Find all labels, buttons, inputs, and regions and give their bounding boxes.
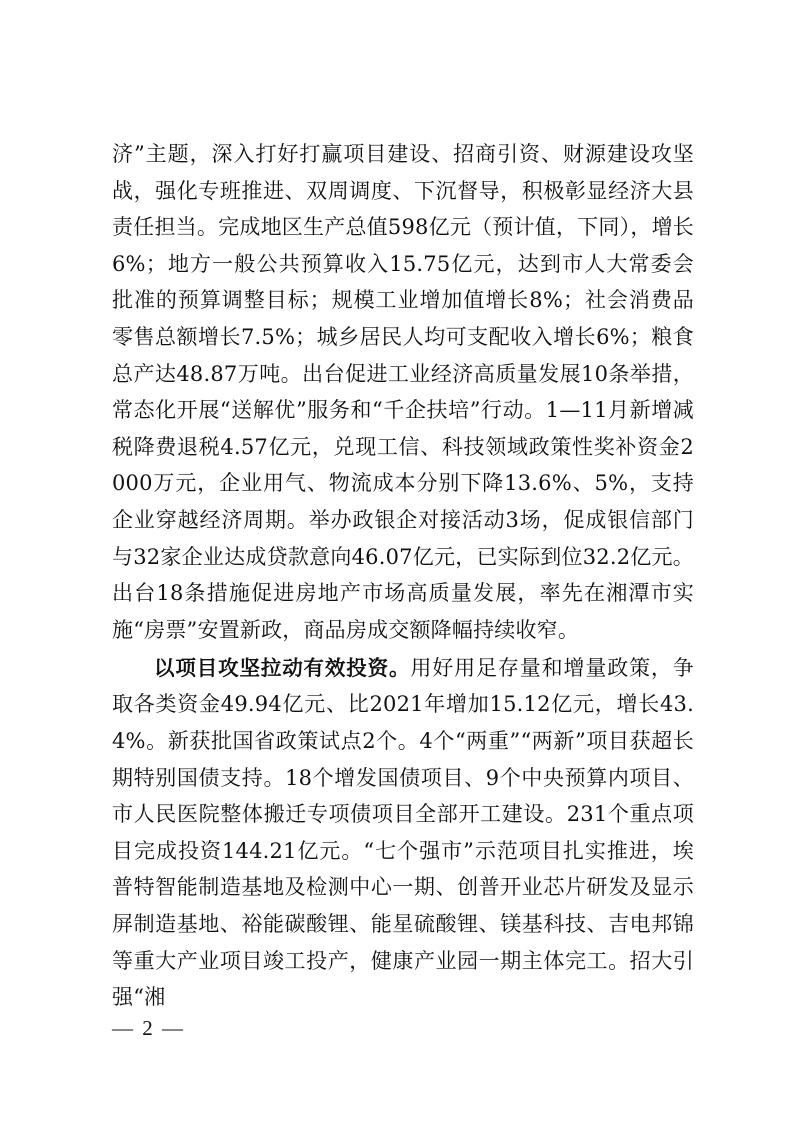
body-paragraph <box>112 650 694 1016</box>
paragraph-text: 用好用足存量和增量政策，争取各类资金49.94亿元、比2021年增加15.12亿元，增长43.4%。新获批国省政策试点2个。4个“两重”“两新”项目获超长期特别国债支持。18个增发国债项目、9个中央预算内项目、市人民医院整体搬迁专项债项目全部开工建设。231个重点项目完成投资144.21亿元。“七个强市”示范项目扎实推进，埃普特智能制造基地及检测中心一期、创普开业芯片研发及显示屏制造基地、裕能碳酸锂、能星硫酸锂、镁基科技、吉电邦锦等重大产业项目竣工投产，健康产业园一期主体完工。招大引强“湘 <box>112 655 694 1010</box>
document-body <box>112 136 694 1016</box>
paragraph-text: 济”主题，深入打好打赢项目建设、招商引资、财源建设攻坚战，强化专班推进、双周调度、下沉督导，积极彰显经济大县责任担当。完成地区生产总值598亿元（预计值，下同），增长6%；地方一般公共预算收入15.75亿元，达到市人大常委会批准的预算调整目标；规模工业增加值增长8%；社会消费品零售总额增长7.5%；城乡居民人均可支配收入增长6%；粮食总产达48.87万吨。出台促进工业经济高质量发展10条举措，常态化开展“送解优”服务和“千企扶培”行动。1—11月新增减税降费退税4.57亿元，兑现工信、科技领域政策性奖补资金2000万元，企业用气、物流成本分别下降13.6%、5%，支持企业穿越经济周期。举办政银企对接活动3场，促成银信部门与32家企业达成贷款意向46.07亿元，已实际到位32.2亿元。出台18条措施促进房地产市场高质量发展，率先在湘潭市实施“房票”安置新政，商品房成交额降幅持续收窄。 <box>112 142 694 642</box>
page-number: — 2 — <box>112 1016 185 1040</box>
body-paragraph <box>112 136 694 648</box>
paragraph-lead-heading: 以项目攻坚拉动有效投资。 <box>154 655 411 680</box>
